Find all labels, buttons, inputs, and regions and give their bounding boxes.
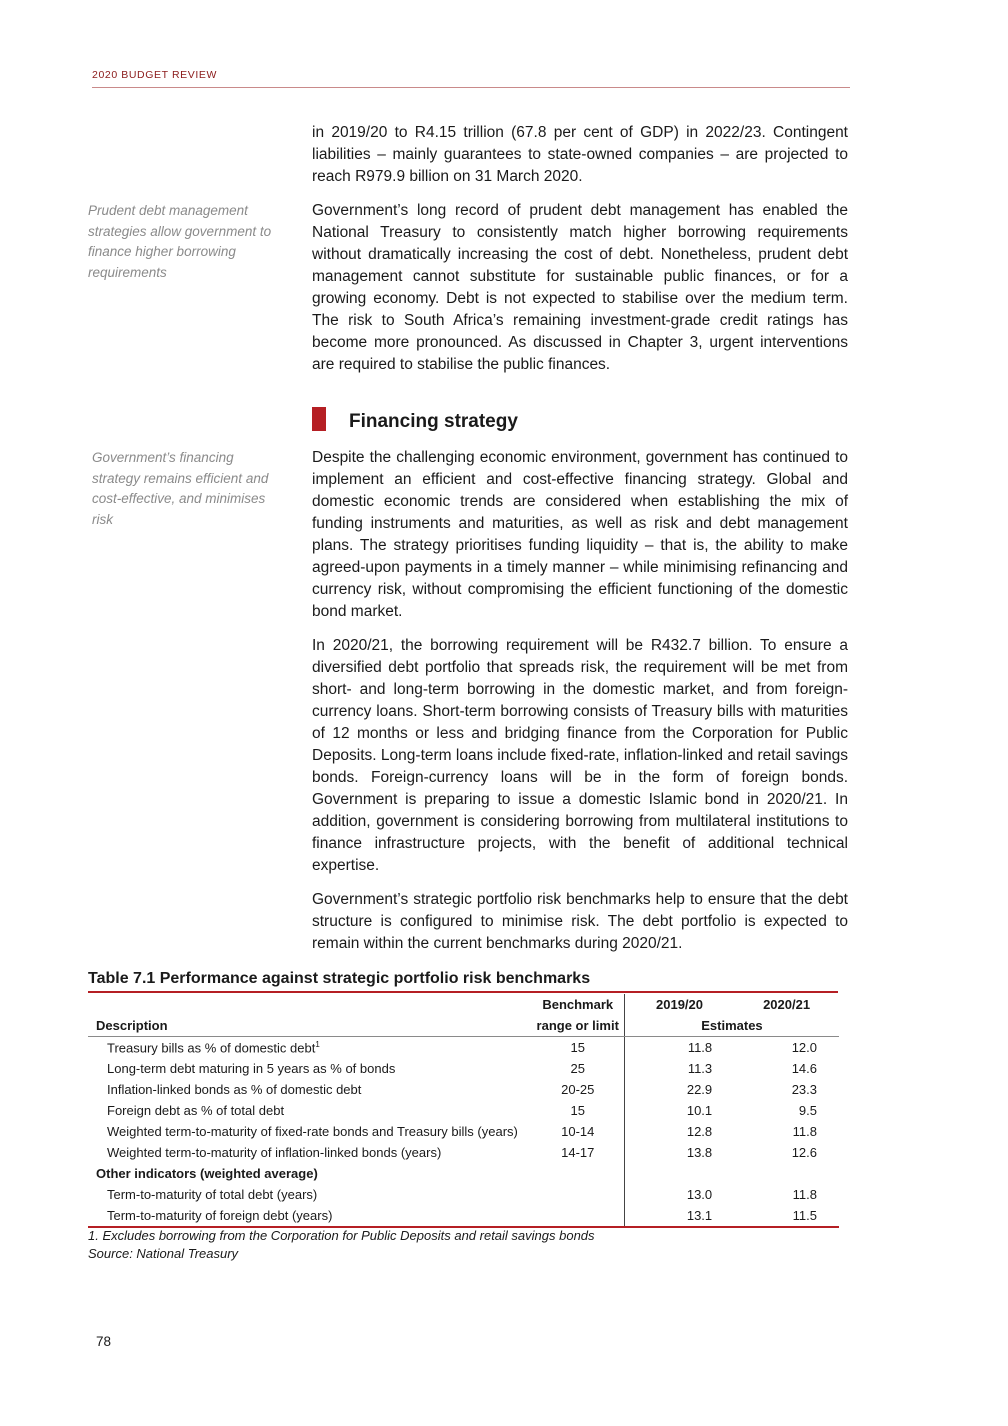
row-value-2019-20: 11.8 <box>687 1040 713 1055</box>
row-value-2019-20: 13.0 <box>686 1187 713 1202</box>
header-description: Description <box>88 1015 532 1037</box>
row-value-2019-20: 10.1 <box>686 1103 713 1118</box>
row-value-2020-21: 11.8 <box>792 1187 817 1202</box>
header-range-or-limit: range or limit <box>532 1015 625 1037</box>
row-benchmark <box>532 1184 625 1205</box>
row-description: Weighted term-to-maturity of inflation-linked bonds (years) <box>107 1145 442 1160</box>
row-description: Inflation-linked bonds as % of domestic debt <box>107 1082 362 1097</box>
table-row <box>88 1079 839 1100</box>
row-description: Long-term debt maturing in 5 years as % of bonds <box>107 1061 396 1076</box>
row-value-2020-21: 23.3 <box>791 1082 817 1097</box>
benchmarks-table <box>88 994 839 1228</box>
row-benchmark <box>532 1163 625 1184</box>
row-benchmark: 15 <box>532 1037 625 1059</box>
paragraph-prudent-debt <box>312 200 848 376</box>
row-value-2020-21: 9.5 <box>798 1103 817 1118</box>
row-benchmark: 15 <box>532 1100 625 1121</box>
paragraph-borrowing-requirement <box>312 635 848 877</box>
row-description <box>88 1037 532 1059</box>
paragraph-text: Government’s strategic portfolio risk benchmarks help to ensure that the debt structure is configured to minimise risk. The debt portfolio is expected to remain within the current benchmarks during 2020/21. <box>312 891 848 952</box>
row-benchmark: 10-14 <box>532 1121 625 1142</box>
header-blank <box>88 994 532 1015</box>
table-header-row <box>88 994 839 1015</box>
paragraph-contingent-liabilities <box>312 122 848 188</box>
table-source: Source: National Treasury <box>88 1246 239 1261</box>
table-row <box>88 1100 839 1121</box>
paragraph-risk-benchmarks <box>312 889 848 955</box>
header-estimates: Estimates <box>624 1015 839 1037</box>
row-value-2020-21: 14.6 <box>791 1061 817 1076</box>
row-value-2019-20: 22.9 <box>686 1082 713 1097</box>
running-header: 2020 BUDGET REVIEW <box>92 69 850 88</box>
table-footnote: 1. Excludes borrowing from the Corporation for Public Deposits and retail savings bonds <box>88 1228 595 1243</box>
header-year-2020-21: 2020/21 <box>763 997 811 1012</box>
row-benchmark: 25 <box>532 1058 625 1079</box>
table-header-row <box>88 1015 839 1037</box>
row-value-2019-20: 13.1 <box>624 1205 734 1227</box>
table-row <box>88 1121 839 1142</box>
header-year-2019-20: 2019/20 <box>656 997 704 1012</box>
row-description: Term-to-maturity of total debt (years) <box>107 1187 318 1202</box>
row-benchmark <box>532 1205 625 1227</box>
paragraph-text: In 2020/21, the borrowing requirement will be R432.7 billion. To ensure a diversified debt portfolio that spreads risk, the requirement will be met from short- and long-term borrowing in the domestic market, and from foreign-currency loans. Short-term borrowing consists of Treasury bills with maturities of 12 months or less and bridging finance from the Corporation for Public Deposits. Long-term loans include fixed-rate, inflation-linked and retail savings bonds. Foreign-currency loans will be in the form of foreign bonds. Government is preparing to issue a domestic Islamic bond in 2020/21. In addition, government is considering borrowing from multilateral institutions to finance infrastructure projects, with the benefit of additional technical expertise. <box>312 637 848 874</box>
paragraph-text: Government’s long record of prudent debt management has enabled the National Treasury to consistently match higher borrowing requirements without dramatically increasing the cost of debt. Nonetheless, prudent debt management cannot substitute for sustainable public finances, or for a growing economy. Debt is not expected to stabilise over the medium term. The risk to South Africa’s remaining investment-grade credit ratings has become more pronounced. As discussed in Chapter 3, urgent interventions are required to stabilise the public finances. <box>312 202 848 373</box>
paragraph-text: in 2019/20 to R4.15 trillion (67.8 per cent of GDP) in 2022/23. Contingent liabilities – mainly guarantees to state-owned companies – are projected to reach R979.9 billion on 31 March 2020. <box>312 124 848 185</box>
table-row <box>88 1184 839 1205</box>
table-title: Table 7.1 Performance against strategic portfolio risk benchmarks <box>88 970 838 993</box>
row-value-2020-21 <box>734 1163 839 1184</box>
footnote-marker: 1 <box>315 1039 320 1049</box>
table-subheading-row <box>88 1163 839 1184</box>
row-description: Term-to-maturity of foreign debt (years) <box>88 1205 532 1227</box>
table-row <box>88 1058 839 1079</box>
row-benchmark: 14-17 <box>532 1142 625 1163</box>
section-title: Financing strategy <box>349 411 518 432</box>
row-benchmark: 20-25 <box>532 1079 625 1100</box>
row-value-2019-20 <box>624 1163 734 1184</box>
row-value-2020-21: 11.8 <box>792 1124 817 1139</box>
row-value-2020-21: 11.5 <box>734 1205 839 1227</box>
margin-note-debt-management: Prudent debt management strategies allow government to finance higher borrowing requirements <box>88 203 272 280</box>
row-value-2019-20: 11.3 <box>687 1061 713 1076</box>
row-value-2020-21: 12.0 <box>791 1040 817 1055</box>
section-marker <box>312 407 326 431</box>
row-description: Foreign debt as % of total debt <box>107 1103 285 1118</box>
page-number: 78 <box>96 1334 112 1349</box>
row-value-2019-20: 13.8 <box>686 1145 713 1160</box>
row-value-2019-20: 12.8 <box>686 1124 713 1139</box>
table-row <box>88 1037 839 1059</box>
other-indicators-heading: Other indicators (weighted average) <box>96 1166 318 1181</box>
table-row <box>88 1142 839 1163</box>
row-description-text: Treasury bills as % of domestic debt <box>107 1040 316 1056</box>
row-value-2020-21: 12.6 <box>791 1145 817 1160</box>
table-row <box>88 1205 839 1227</box>
row-description: Weighted term-to-maturity of fixed-rate bonds and Treasury bills (years) <box>107 1124 518 1139</box>
paragraph-text: Despite the challenging economic environment, government has continued to implement an efficient and cost-effective financing strategy. Global and domestic economic trends are considered when establishing the mix of funding instruments and maturities, as well as risk and debt management plans. The strategy prioritises funding liquidity – that is, the ability to make agreed-upon payments in a timely manner – while minimising refinancing and currency risk, without compromising the efficient functioning of the domestic bond market. <box>312 449 848 620</box>
margin-note-financing-strategy: Government’s financing strategy remains efficient and cost-effective, and minimises risk <box>92 450 269 527</box>
paragraph-financing-strategy <box>312 447 848 623</box>
header-benchmark: Benchmark <box>532 994 625 1015</box>
